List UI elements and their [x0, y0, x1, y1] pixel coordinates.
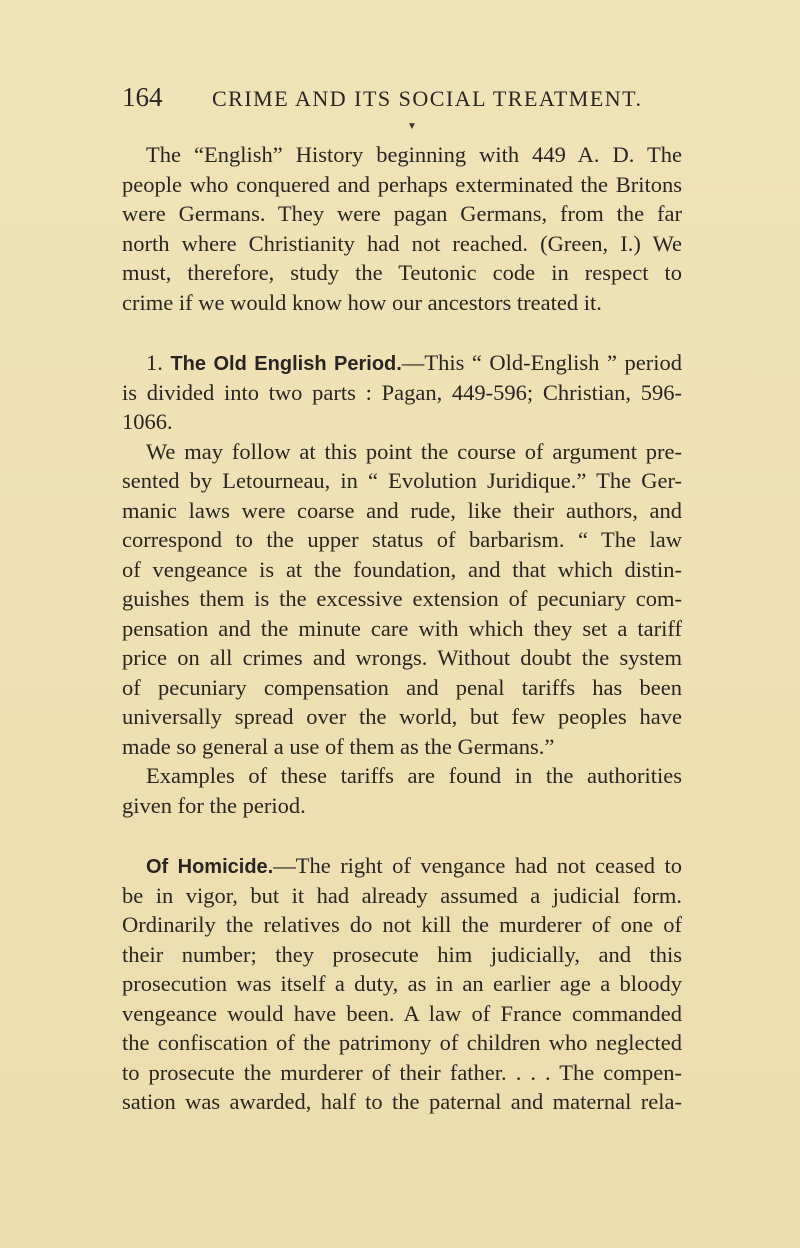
text-line: made so general a use of them as the Germans.” — [122, 733, 555, 759]
text-line — [122, 851, 682, 881]
body-text — [122, 140, 682, 1117]
text-line: guishes them is the excessive extension of pecuniary com- — [122, 586, 682, 611]
text-line: correspond to the upper status of barbarism. “ The law — [122, 527, 682, 552]
text-line: sation was awarded, half to the paternal and maternal rela- — [122, 1089, 682, 1114]
text-line: pensation and the minute care with which they set a tariff — [122, 615, 682, 641]
text-line: of pecuniary compensation and penal tariffs has been — [122, 674, 682, 700]
running-head: CRIME AND ITS SOCIAL TREATMENT. — [212, 86, 643, 111]
text-line-content: —This “ Old-English ” period — [401, 350, 683, 375]
text-line: Ordinarily the relatives do not kill the murderer of one of — [122, 912, 682, 937]
text-line: We may follow at this point the course of argument pre- — [146, 438, 682, 464]
text-line: 1066. — [122, 409, 173, 434]
section-heading: Of Homicide. — [146, 856, 274, 878]
text-line: prosecution was itself a duty, as in an earlier age a bloody — [122, 971, 682, 996]
text-line: of vengeance is at the foundation, and that which distin- — [122, 556, 682, 582]
page-header — [122, 82, 682, 116]
paragraph-intro — [122, 140, 682, 317]
text-line: to prosecute the murderer of their father. . . . The compen- — [122, 1059, 682, 1085]
text-line: sented by Letourneau, in “ Evolution Juridique.” The Ger- — [122, 468, 682, 493]
section-number: 1. — [146, 350, 163, 375]
paragraph-old-english-period — [122, 348, 682, 437]
text-line: given for the period. — [122, 792, 306, 818]
text-line: manic laws were coarse and rude, like their authors, and — [122, 497, 682, 523]
text-line: is divided into two parts : Pagan, 449-596; Christian, 596- — [122, 379, 682, 405]
text-line: vengeance would have been. A law of France commanded — [122, 1000, 682, 1026]
paragraph-letourneau — [122, 437, 682, 762]
text-line-content: —The right of vengance had not ceased to — [273, 853, 682, 878]
text-line: were Germans. They were pagan Germans, from the far — [122, 201, 682, 226]
text-line: Examples of these tariffs are found in the authorities — [146, 763, 682, 788]
text-line — [122, 348, 682, 378]
paragraph-examples — [122, 761, 682, 820]
text-line: the confiscation of the patrimony of children who neglected — [122, 1030, 682, 1055]
page-number: 164 — [122, 82, 163, 112]
text-line: crime if we would know how our ancestors treated it. — [122, 289, 602, 315]
text-line: their number; they prosecute him judicially, and this — [122, 941, 682, 967]
print-mark-icon: ▼ — [407, 121, 417, 132]
text-line: be in vigor, but it had already assumed a judicial form. — [122, 882, 682, 908]
text-line: The “English” History beginning with 449 A. D. The — [146, 142, 682, 167]
text-line: north where Christianity had not reached. (Green, I.) We — [122, 230, 682, 256]
paragraph-homicide — [122, 851, 682, 1117]
text-line: price on all crimes and wrongs. Without doubt the system — [122, 645, 682, 670]
text-line: people who conquered and perhaps exterminated the Britons — [122, 171, 682, 197]
text-line: must, therefore, study the Teutonic code in respect to — [122, 260, 682, 285]
section-heading: The Old English Period. — [170, 353, 402, 375]
text-line: universally spread over the world, but few peoples have — [122, 704, 682, 729]
